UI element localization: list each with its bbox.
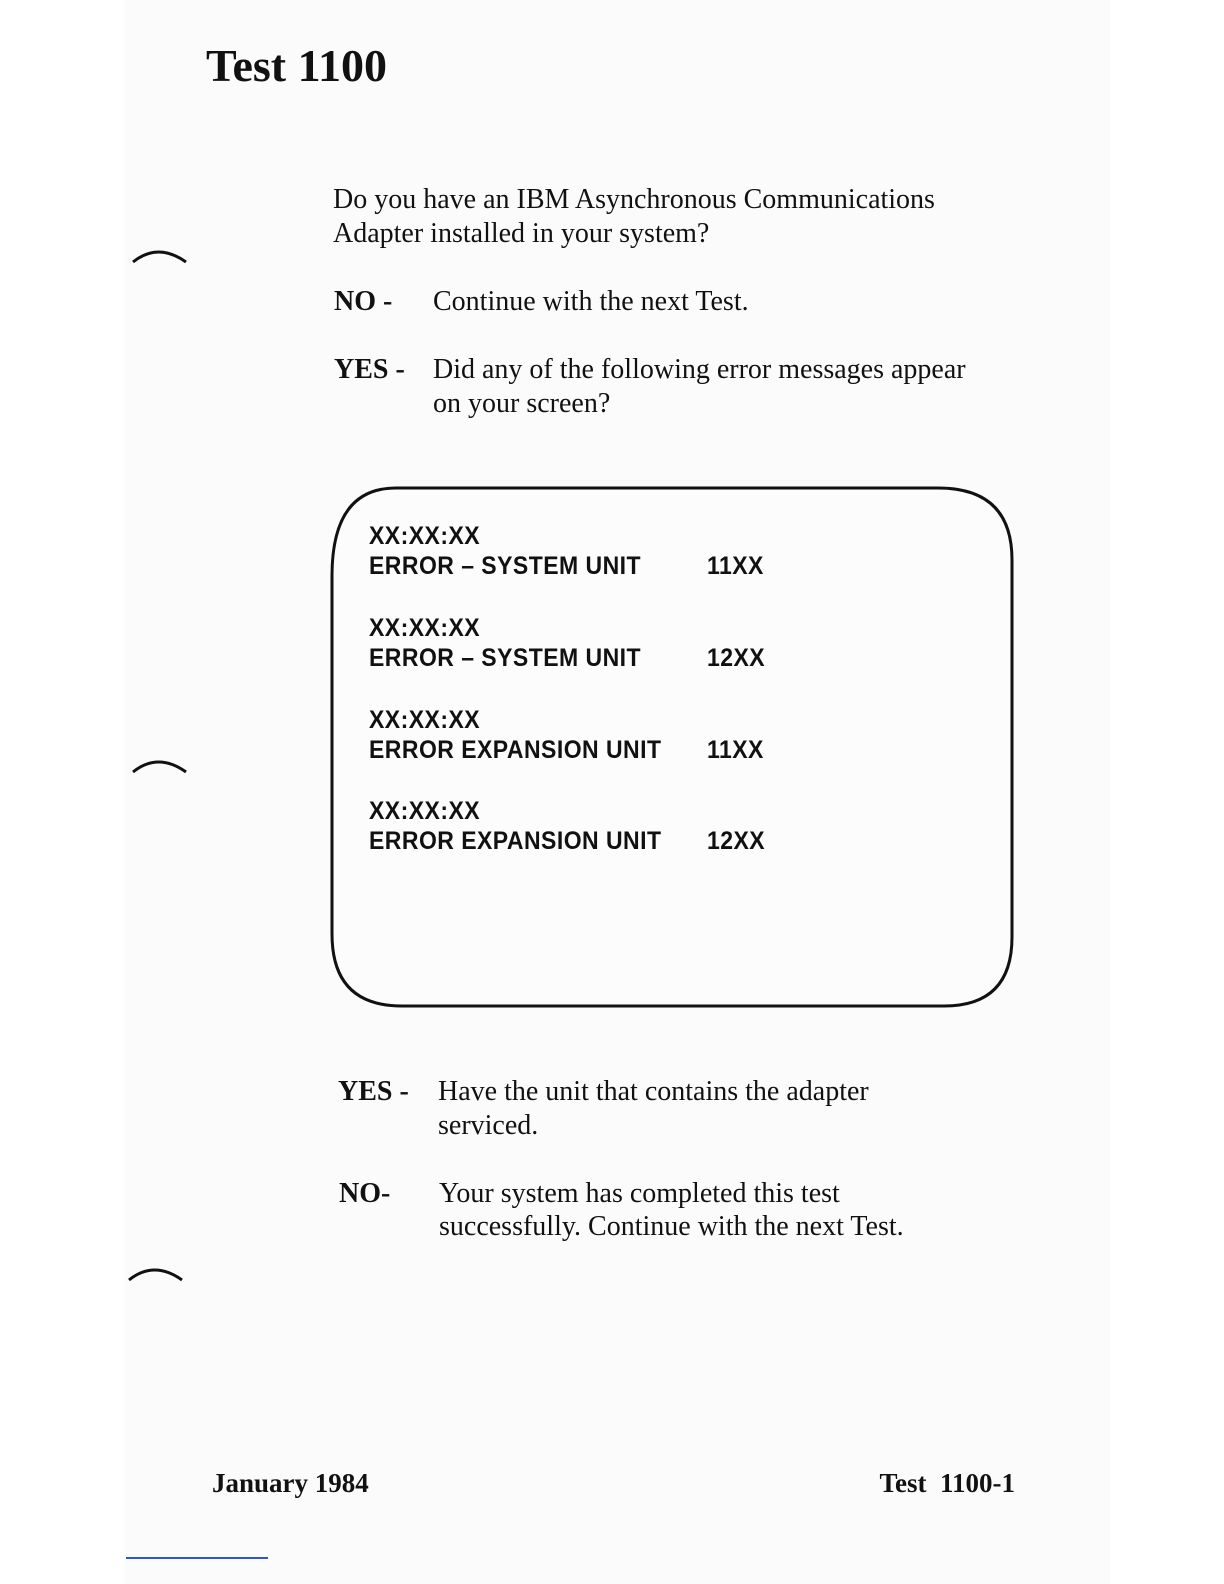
screen-code-4: 12XX: [707, 827, 766, 855]
footer-date: January 1984: [212, 1468, 369, 1498]
result-yes-label: YES -: [338, 1076, 409, 1107]
result-no-label: NO-: [339, 1178, 391, 1209]
screen-time-4: XX:XX:XX: [369, 797, 481, 825]
result-no-text-line-1: Your system has completed this test: [439, 1178, 840, 1209]
answer-yes-label: YES -: [334, 354, 405, 385]
screen-error-3: ERROR EXPANSION UNIT: [369, 736, 662, 764]
screen-time-2: XX:XX:XX: [369, 614, 481, 642]
result-yes-text-line-1: Have the unit that contains the adapter: [438, 1076, 869, 1107]
answer-yes-text-line-1: Did any of the following error messages appear: [433, 354, 966, 385]
binder-hole-mark-top: [128, 238, 194, 268]
page-title: Test 1100: [206, 40, 388, 91]
binder-hole-mark-middle: [128, 748, 194, 778]
screen-error-1: ERROR – SYSTEM UNIT: [369, 552, 642, 580]
answer-no-label: NO -: [334, 286, 393, 317]
screen-time-3: XX:XX:XX: [369, 706, 481, 734]
binder-hole-mark-bottom: [124, 1256, 190, 1286]
question-line-1: Do you have an IBM Asynchronous Communications: [333, 184, 935, 215]
answer-no-text: Continue with the next Test.: [433, 286, 749, 317]
screen-code-2: 12XX: [707, 644, 766, 672]
screen-time-1: XX:XX:XX: [369, 522, 481, 550]
screen-code-1: 11XX: [707, 552, 764, 580]
answer-yes-text-line-2: on your screen?: [433, 388, 611, 419]
footer-page-ref: Test 1100-1: [879, 1468, 1015, 1498]
scan-edge-underline: [126, 1557, 268, 1559]
screen-error-2: ERROR – SYSTEM UNIT: [369, 644, 642, 672]
question-line-2: Adapter installed in your system?: [333, 218, 710, 249]
result-yes-text-line-2: serviced.: [438, 1110, 539, 1141]
result-no-text-line-2: successfully. Continue with the next Test.: [439, 1211, 904, 1242]
screen-error-4: ERROR EXPANSION UNIT: [369, 827, 662, 855]
screen-code-3: 11XX: [707, 736, 764, 764]
